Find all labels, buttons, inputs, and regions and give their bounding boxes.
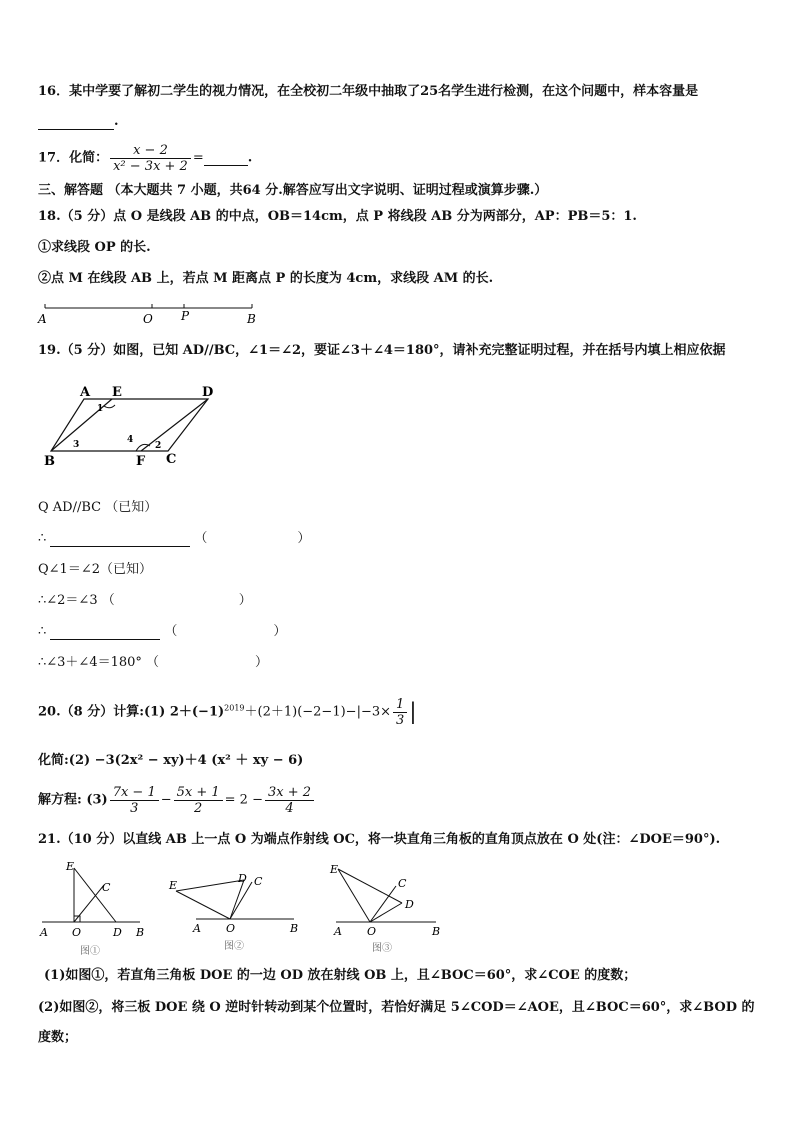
svg-text:图①: 图① xyxy=(80,946,100,957)
svg-text:E: E xyxy=(66,860,75,873)
svg-text:D: D xyxy=(113,926,122,939)
question-21-part1: (1)如图①，若直角三角板 DOE 的一边 OD 放在射线 OB 上，且∠BOC＝60°，求∠COE 的度数； xyxy=(44,968,637,983)
angle-label: 2 xyxy=(155,441,162,451)
proof-line-1: Q AD//BC （已知） xyxy=(38,500,158,515)
svg-text:C: C xyxy=(102,881,111,894)
svg-text:O: O xyxy=(367,925,377,938)
question-20-calc: 20.（8 分）计算:(1) $2+(-1)^{2019}+(2+1)(-2-1)-|-3\times$ $\frac{1}{3}$ | xyxy=(38,697,417,728)
angle-label: 3 xyxy=(73,440,80,450)
question-16-answer-line: . xyxy=(38,114,119,130)
point-label: P xyxy=(181,309,190,323)
point-label: A xyxy=(38,312,47,326)
section-heading: 三、解答题 （本大题共 7 小题，共64 分.解答应写出文字说明、证明过程或演算步骤.） xyxy=(38,183,548,198)
question-21: 21.（10 分）以直线 AB 上一点 O 为端点作射线 OC，将一块直角三角板的直角顶点放在 O 处(注：∠DOE＝90°). xyxy=(38,832,721,847)
question-21-part2: (2)如图②，将三板 DOE 绕 O 逆时针转动到某个位置时，若恰好满足 5∠COD＝∠AOE，且∠BOC＝60°，求∠BOD 的 xyxy=(38,1000,755,1015)
svg-text:D: D xyxy=(238,872,247,885)
question-21-part2-cont: 度数； xyxy=(38,1030,78,1045)
svg-text:C: C xyxy=(254,875,263,888)
vertex-label: E xyxy=(112,385,122,400)
svg-text:O: O xyxy=(226,922,236,935)
svg-text:A: A xyxy=(193,922,201,935)
question-19: 19.（5 分）如图，已知 AD//BC，∠1＝∠2，要证∠3＋∠4＝180°，请补充完整证明过程，并在括号内填上相应依据 xyxy=(38,343,726,358)
svg-text:图③: 图③ xyxy=(372,943,392,954)
svg-text:B: B xyxy=(136,926,145,939)
svg-text:C: C xyxy=(398,877,407,890)
svg-text:O: O xyxy=(72,926,82,939)
point-label: B xyxy=(247,312,256,326)
vertex-label: C xyxy=(166,452,177,467)
question-20-equation: 解方程: (3) $\frac{7x - 1}{3}$ − $\frac{5x + 1}{2}$ = 2 − $\frac{3x + 2}{4}$ xyxy=(38,785,316,816)
svg-text:A: A xyxy=(334,925,342,938)
svg-text:B: B xyxy=(290,922,299,935)
proof-line-5: ∴ （ ） xyxy=(38,624,287,639)
proof-line-3: Q∠1＝∠2（已知） xyxy=(38,562,152,577)
vertex-label: D xyxy=(202,385,214,400)
fraction: $\frac{x - 2}{\text{x² − 3x + 2}}$ xyxy=(110,143,191,174)
svg-text:E: E xyxy=(169,879,178,892)
svg-text:D: D xyxy=(405,898,414,911)
svg-text:A: A xyxy=(40,926,48,939)
vertex-label: B xyxy=(44,454,55,469)
svg-text:图②: 图② xyxy=(224,941,244,952)
point-label: O xyxy=(143,312,153,326)
svg-text:B: B xyxy=(432,925,441,938)
angle-label: 4 xyxy=(127,435,134,445)
question-17: 17．化简： $\frac{x - 2}{\text{x² − 3x + 2}}$ = . xyxy=(38,143,253,174)
question-16: 16．某中学要了解初二学生的视力情况，在全校初二年级中抽取了25名学生进行检测，在这个问题中，样本容量是 xyxy=(38,84,699,99)
proof-line-4: ∴∠2＝∠3 （ ） xyxy=(38,593,252,608)
proof-line-6: ∴∠3＋∠4＝180° （ ） xyxy=(38,655,269,670)
vertex-label: F xyxy=(136,454,146,469)
proof-line-2: ∴ （ ） xyxy=(38,531,311,546)
vertex-label: A xyxy=(80,385,91,400)
question-18: 18.（5 分）点 O 是线段 AB 的中点，OB＝14cm，点 P 将线段 AB 分为两部分，AP：PB＝5：1. xyxy=(38,209,637,224)
question-18-part2: ②点 M 在线段 AB 上，若点 M 距离点 P 的长度为 4cm，求线段 AM 的长. xyxy=(38,271,494,286)
angle-label: 1 xyxy=(97,404,104,414)
question-18-part1: ①求线段 OP 的长. xyxy=(38,240,151,255)
svg-text:E: E xyxy=(330,863,339,876)
question-20-simplify: 化简:(2) −3(2x² − xy)＋4 (x² ＋ xy − 6) xyxy=(38,753,304,768)
